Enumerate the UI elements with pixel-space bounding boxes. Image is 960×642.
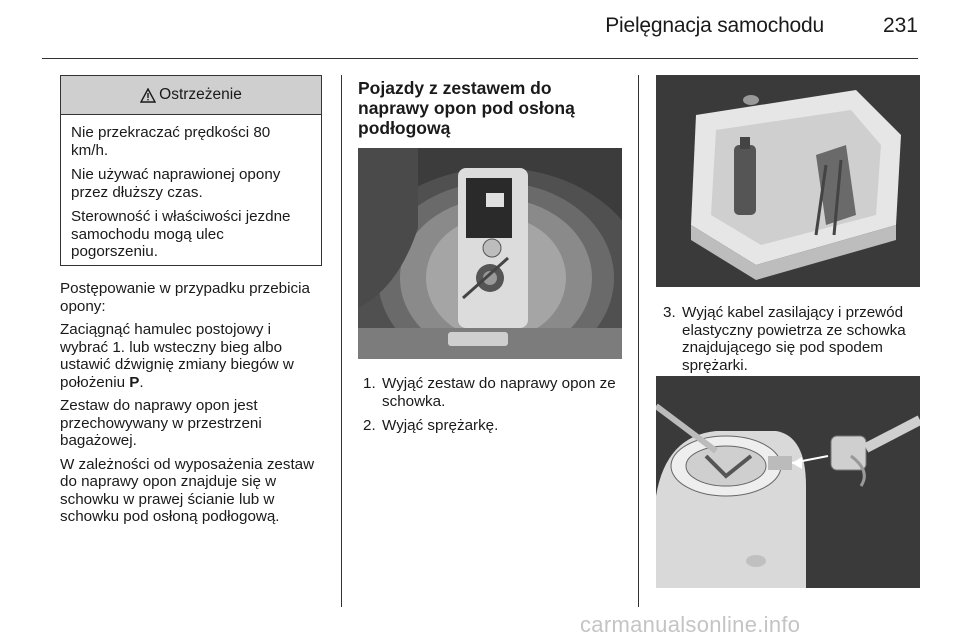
figure-hose-connection <box>656 376 920 588</box>
warning-paragraph: Nie używać naprawionej opony przez dłuższy czas. <box>71 166 281 201</box>
figure-compressor-box <box>656 75 920 287</box>
step-number: 2. <box>363 417 376 434</box>
middle-column <box>358 78 608 138</box>
paragraph: Postępowanie w przypadku przebicia opony: <box>60 280 310 315</box>
header-rule <box>42 58 918 59</box>
gear-position-p: P <box>129 373 140 391</box>
paragraph: W zależności od wyposażenia zestaw do naprawy opon znajduje się w schowku w prawej ścianie lub w schowku pod osłoną podłogową. <box>60 455 315 525</box>
step-text: Wyjąć sprężarkę. <box>382 417 499 434</box>
warning-paragraph: Nie przekraczać prędkości 80 km/h. <box>71 124 271 159</box>
middle-steps <box>363 375 618 442</box>
step-text: Wyjąć zestaw do naprawy opon ze schowka. <box>382 375 616 410</box>
warning-paragraph: Sterowność i właściwości jezdne samochodu mogą ulec pogorszeniu. <box>71 208 291 260</box>
column-divider-right <box>638 75 639 607</box>
warning-title: Ostrzeżenie <box>159 86 242 103</box>
paragraph: Zestaw do naprawy opon jest przechowywany w przestrzeni bagażowej. <box>60 397 262 449</box>
hose-illustration <box>656 376 920 588</box>
paragraph-end: . <box>139 373 144 391</box>
watermark: carmanualsonline.info <box>580 612 801 637</box>
list-item <box>663 304 925 374</box>
step-number: 3. <box>663 304 676 321</box>
paragraph-text: Zaciągnąć hamulec postojowy i wybrać 1. lub wsteczny bieg albo ustawić dźwignię zmiany biegów w położeniu <box>60 321 294 391</box>
column-divider-left <box>341 75 342 607</box>
trunk-illustration <box>358 148 622 359</box>
list-item <box>363 417 618 435</box>
compressor-illustration <box>656 75 920 287</box>
figure-trunk-repair-kit <box>358 148 622 359</box>
page-number: 231 <box>882 14 918 37</box>
paragraph <box>60 321 315 391</box>
warning-body <box>61 115 321 261</box>
right-steps <box>663 304 925 381</box>
page-title: Pielęgnacja samochodu <box>605 14 824 37</box>
warning-header <box>61 76 321 115</box>
step-text: Wyjąć kabel zasilający i przewód elastyczny powietrza ze schowka znajdującego się pod spodem sprężarki. <box>682 304 906 374</box>
section-heading: Pojazdy z zestawem do naprawy opon pod osłoną podłogową <box>358 78 575 138</box>
warning-box <box>60 75 322 266</box>
list-item <box>363 375 618 410</box>
step-number: 1. <box>363 375 376 392</box>
warning-triangle-icon <box>140 88 156 103</box>
left-column <box>60 280 330 532</box>
